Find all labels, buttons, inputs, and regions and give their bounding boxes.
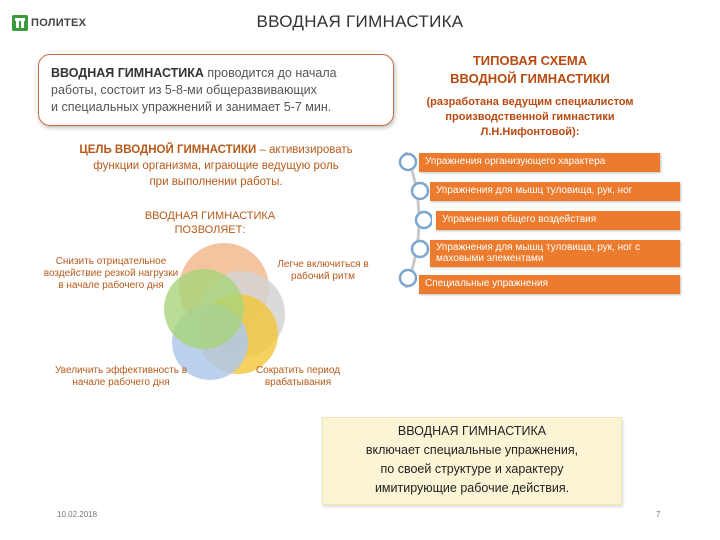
intro-rest: проводится до начала [203,66,337,80]
goal-line-3: при выполнении работы. [149,176,283,188]
scheme-item-2: Упражнения для мышц туловища, рук, ног [430,182,680,201]
summary-line-2: включает специальные упражнения, [365,443,579,457]
bullet-circle-4 [412,241,428,257]
bullet-circle-2 [412,183,428,199]
summary-box [322,417,622,505]
intro-line-3: и специальных упражнений и занимает 5-7 мин. [51,100,332,114]
bullet-circle-5 [400,270,416,286]
intro-line-2: работы, состоит из 5-8-ми общеразвивающих [51,83,317,97]
venn-label-bottom-left: Увеличить эффективность в начале рабочего дня [54,365,188,388]
footer-page-number: 7 [656,510,661,519]
goal-bold: ЦЕЛЬ ВВОДНОЙ ГИМНАСТИКИ [79,144,257,156]
goal-line-2: функции организма, играющие ведущую роль [93,160,339,172]
allows-line-2: ПОЗВОЛЯЕТ: [174,224,246,236]
scheme-title-line-2: ВВОДНОЙ ГИМНАСТИКИ [450,71,610,86]
scheme-item-5: Специальные упражнения [419,275,680,294]
logo-text: ПОЛИТЕХ [31,17,87,29]
goal-line-1 [28,142,404,158]
page-title: ВВОДНАЯ ГИМНАСТИКА [256,12,464,31]
summary-line-1: ВВОДНАЯ ГИМНАСТИКА [397,424,547,438]
goal-rest: – активизировать [256,144,353,156]
scheme-subtitle [402,95,658,140]
summary-line-4: имитирующие рабочие действия. [374,481,570,495]
bullet-circle-3 [416,212,432,228]
goal-text [28,142,404,190]
venn-label-left: Снизить отрицательное воздействие резкой нагрузки в начале рабочего дня [43,256,179,291]
bullet-circle-1 [400,154,416,170]
allows-line-1: ВВОДНАЯ ГИМНАСТИКА [144,210,276,222]
intro-box [38,54,394,126]
intro-bold: ВВОДНАЯ ГИМНАСТИКА [51,66,204,80]
footer-date: 10.02.2018 [57,510,98,519]
scheme-sub-line-1: (разработана ведущим специалистом [426,96,634,108]
scheme-sub-line-2: производственной гимнастики [445,111,615,123]
scheme-sub-line-3: Л.Н.Нифонтовой): [480,126,580,138]
scheme-item-3: Упражнения общего воздействия [436,211,680,230]
venn-label-bottom-right: Сократить период врабатывания [255,365,341,388]
intro-line-1 [51,65,383,82]
scheme-title-line-1: ТИПОВАЯ СХЕМА [472,53,588,68]
scheme-title [410,52,650,88]
scheme-item-4: Упражнения для мышц туловища, рук, ног с махoвыми элементами [430,240,680,267]
venn-label-right: Легче включиться в рабочий ритм [277,259,369,282]
summary-line-3: по своей структуре и характеру [380,462,564,476]
allows-title [100,209,320,237]
scheme-item-1: Упражнения организующего характера [419,153,660,172]
